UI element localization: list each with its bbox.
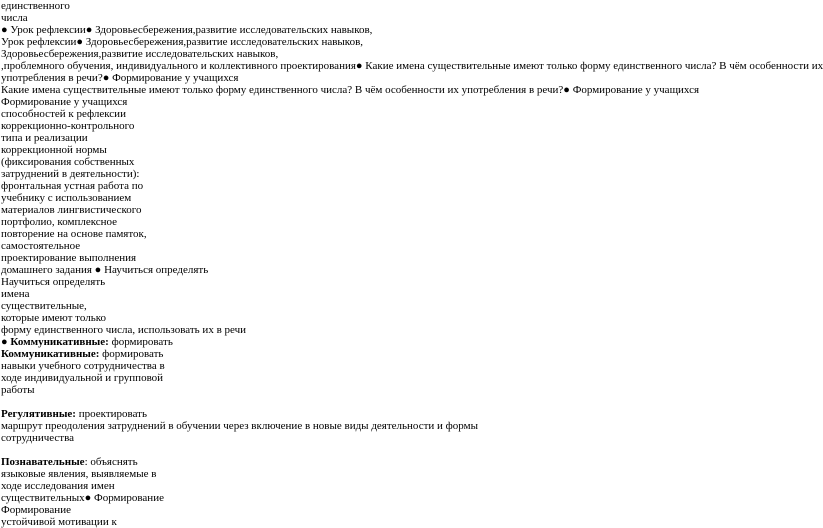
text-line: существительные, [1,300,87,312]
communicative-label: Коммуникативные: [1,348,100,360]
text-line: способностей к рефлексии [1,108,126,120]
text-line: Формирование [1,504,71,516]
text-line: навыки учебного сотрудничества в [1,360,165,372]
text-line: учебнику с использованием [1,192,132,204]
text-line: Научиться определять [1,276,106,288]
text-line: типа и реализации [1,132,88,144]
text-line: которые имеют только [1,312,106,324]
text-line: сотрудничества [1,432,75,444]
text-line: числа [1,12,28,24]
text-line: единственного [1,0,70,12]
text-line: самостоятельное [1,240,81,252]
text-line [1,456,138,468]
text-line: коррекционно-контрольного [1,120,135,132]
text-line: Урок рефлексии● Здоровьесбережения,развитие исследовательских навыков, [1,36,364,48]
text-line: повторение на основе памяток, [1,228,147,240]
text-line: ,проблемного обучения, индивидуального и коллективного проектирования● Какие имена существительные имеют только форму единственного числа? В чём особенности их [1,60,823,72]
text-line [1,348,163,360]
text-line: работы [1,384,35,396]
text-line: домашнего задания ● Научиться определять [1,264,209,276]
text-line: затруднений в деятельности): [1,168,140,180]
cognitive-label: Познавательные [1,456,85,468]
text-line: существительных● Формирование [1,492,164,504]
text-line: коррекционной нормы [1,144,107,156]
text-line: устойчивой мотивации к [1,516,117,528]
text-line: (фиксирования собственных [1,156,135,168]
text-line: форму единственного числа, использовать их в речи [1,324,247,336]
text-line: материалов лингвистического [1,204,142,216]
text-fragment: объяснять [90,456,138,468]
text-line: языковые явления, выявляемые в [1,468,157,480]
text-line: ходе индивидуальной и групповой [1,372,164,384]
text-line: ходе исследования имен [1,480,115,492]
text-line: употребления в речи?● Формирование у учащихся [1,72,239,84]
text-line: имена [1,288,30,300]
text-line [1,336,173,348]
communicative-bullet-label: ● Коммуникативные: [1,336,109,348]
text-line: маршрут преодоления затруднений в обучении через включение в новые виды деятельности и формы [1,420,478,432]
text-line: Здоровьесбережения,развитие исследовательских навыков, [1,48,279,60]
text-fragment: проектировать [78,408,147,420]
text-line: проектирование выполнения [1,252,137,264]
text-line: Какие имена существительные имеют только форму единственного числа? В чём особенности их употребления в речи?● Формирование у учащихся [1,84,700,96]
text-line [1,408,147,420]
text-line: ● Урок рефлексии● Здоровьесбережения,развитие исследовательских навыков, [1,24,373,36]
text-line: Формирование у учащихся [1,96,128,108]
text-fragment: формировать [102,348,164,360]
text-fragment: формировать [111,336,173,348]
regulative-label: Регулятивные: [1,408,76,420]
text-line: портфолио, комплексное [1,216,118,228]
text-fragment: : [84,456,88,468]
text-line: фронтальная устная работа по [1,180,144,192]
